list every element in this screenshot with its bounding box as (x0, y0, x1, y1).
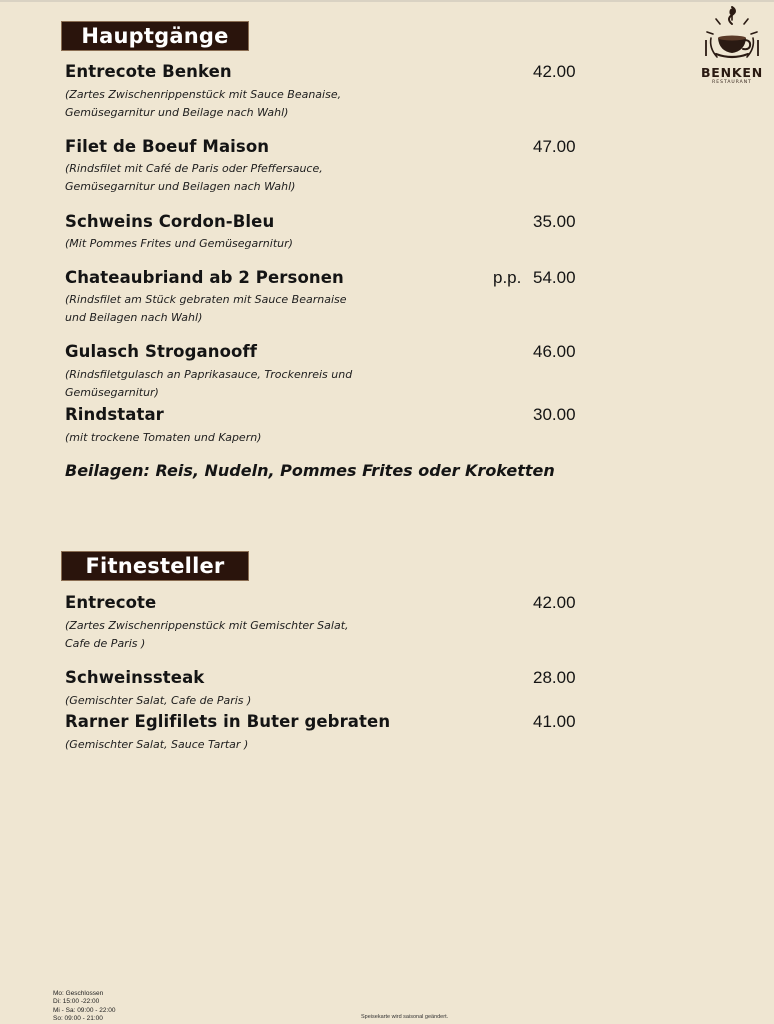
menu-item-price: 46.00 (533, 342, 576, 361)
menu-item-name: Schweins Cordon-Bleu (65, 212, 275, 231)
coffee-cup-icon (703, 4, 761, 66)
logo-subtitle: RESTAURANT (712, 80, 752, 85)
restaurant-logo (696, 4, 768, 88)
menu-item-price: 54.00 (533, 268, 576, 287)
menu-item-description: (Rindsfilet mit Café de Paris oder Pfeffersauce, Gemüsegarnitur und Beilagen nach Wahl) (65, 162, 323, 193)
menu-item-description: (mit trockene Tomaten und Kapern) (65, 431, 262, 444)
opening-hours-line: So: 09:00 - 21:00 (53, 1014, 103, 1022)
menu-item-price: 47.00 (533, 137, 576, 156)
menu-item-name: Rindstatar (65, 405, 164, 424)
menu-item-description: (Zartes Zwischenrippenstück mit Gemischter Salat, Cafe de Paris ) (65, 619, 349, 650)
menu-item-name: Entrecote Benken (65, 62, 232, 81)
opening-hours-line: Mo: Geschlossen (53, 990, 104, 997)
opening-hours (53, 990, 116, 1023)
sides-note: Beilagen: Reis, Nudeln, Pommes Frites oder Kroketten (65, 461, 555, 480)
menu-item-description: (Rindsfilet am Stück gebraten mit Sauce Bearnaise und Beilagen nach Wahl) (65, 293, 347, 324)
opening-hours-line: Di: 15:00 -22:00 (53, 998, 100, 1006)
footer-note: Speisekarte wird saisonal geändert. (361, 1014, 449, 1020)
menu-item-description: (Mit Pommes Frites und Gemüsegarnitur) (65, 237, 293, 250)
menu-item-description: (Gemischter Salat, Sauce Tartar ) (65, 738, 249, 751)
section-header-fitnesteller: Fitnesteller (61, 551, 249, 581)
menu-item-price: 42.00 (533, 593, 576, 612)
menu-item-price: 30.00 (533, 405, 576, 424)
menu-item-price-prefix: p.p. (493, 268, 522, 287)
logo-name: BENKEN (700, 65, 763, 80)
menu-item-description: (Rindsfiletgulasch an Paprikasauce, Trockenreis und Gemüsegarnitur) (65, 368, 353, 399)
menu-item-name: Entrecote (65, 593, 157, 612)
opening-hours-line: Mi - Sa: 09:00 - 22:00 (53, 1006, 116, 1014)
menu-item-price: 28.00 (533, 668, 576, 687)
menu-item-name: Filet de Boeuf Maison (65, 137, 270, 156)
menu-item-price: 41.00 (533, 712, 576, 731)
menu-item-price: 42.00 (533, 62, 576, 81)
menu-item-name: Schweinssteak (65, 668, 205, 687)
top-divider (0, 0, 774, 2)
menu-item-name: Gulasch Stroganooff (65, 342, 258, 361)
menu-item-description: (Zartes Zwischenrippenstück mit Sauce Beanaise, Gemüsegarnitur und Beilage nach Wahl) (65, 88, 342, 119)
section-header-hauptgaenge: Hauptgänge (61, 21, 249, 51)
menu-item-name: Chateaubriand ab 2 Personen (65, 268, 344, 287)
menu-item-price: 35.00 (533, 212, 576, 231)
menu-item-description: (Gemischter Salat, Cafe de Paris ) (65, 694, 252, 707)
menu-item-name: Rarner Eglifilets in Buter gebraten (65, 712, 391, 731)
